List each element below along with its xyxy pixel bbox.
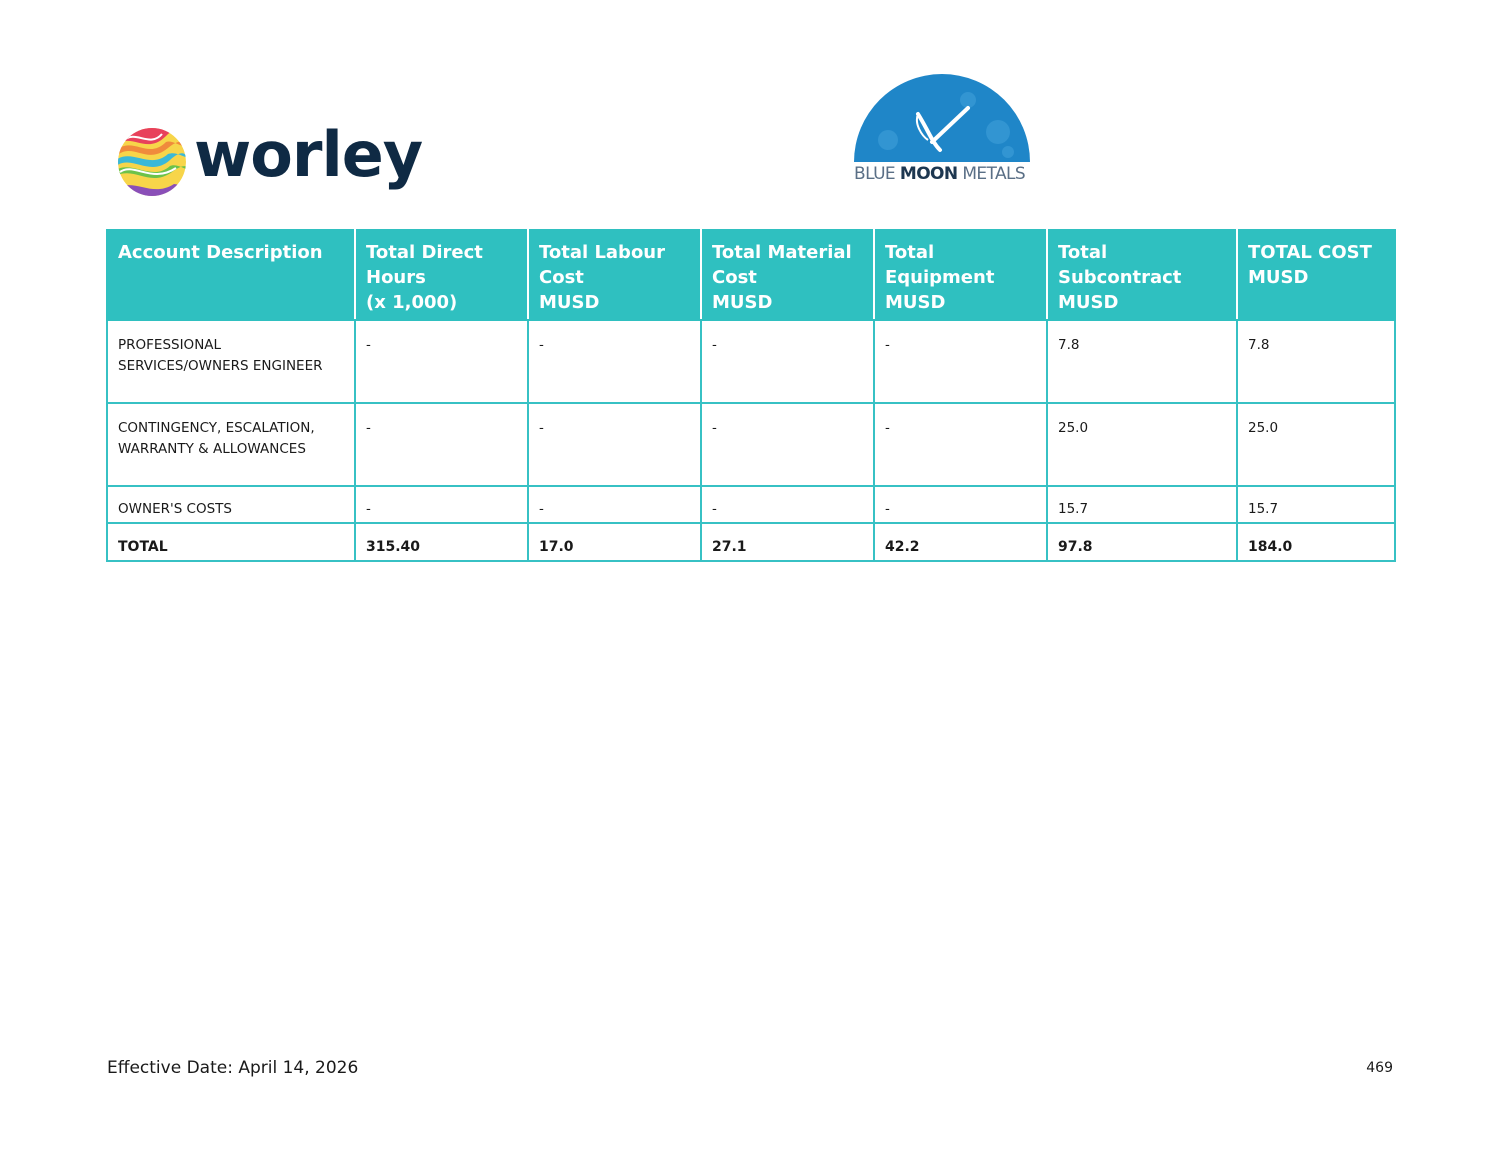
header-total-subcontract: Total Subcontract MUSD <box>1047 230 1237 320</box>
table-cell: 15.7 <box>1047 486 1237 523</box>
effective-date: Effective Date: April 14, 2026 <box>107 1058 359 1078</box>
header-total-cost: TOTAL COST MUSD <box>1237 230 1395 320</box>
table-cell: - <box>874 320 1047 403</box>
row-description: PROFESSIONAL SERVICES/OWNERS ENGINEER <box>107 320 355 403</box>
worley-swirl-logo-icon <box>116 126 188 198</box>
table-cell: - <box>528 403 701 486</box>
table-cell: 25.0 <box>1237 403 1395 486</box>
table-row <box>107 320 1395 403</box>
header-account-description: Account Description <box>107 230 355 320</box>
header-total-direct-hours: Total Direct Hours (x 1,000) <box>355 230 528 320</box>
table-cell: - <box>701 403 874 486</box>
table-row <box>107 403 1395 486</box>
header-total-material-cost: Total Material Cost MUSD <box>701 230 874 320</box>
table-cell: 15.7 <box>1237 486 1395 523</box>
blue-moon-metals-wordmark: BLUE MOON METALS <box>854 164 1026 184</box>
table-cell: - <box>528 486 701 523</box>
blue-moon-pickaxe-logo-icon <box>848 70 1038 170</box>
cost-summary-table <box>106 229 1396 562</box>
total-cell: 97.8 <box>1047 523 1237 561</box>
table-cell: 25.0 <box>1047 403 1237 486</box>
table-cell: - <box>355 403 528 486</box>
worley-wordmark: worley <box>194 118 423 191</box>
table-cell: - <box>701 486 874 523</box>
table-total-row <box>107 523 1395 561</box>
total-cell: 184.0 <box>1237 523 1395 561</box>
table-cell: - <box>355 486 528 523</box>
row-description: CONTINGENCY, ESCALATION, WARRANTY & ALLOWANCES <box>107 403 355 486</box>
table-cell: - <box>874 403 1047 486</box>
table-header-row <box>107 230 1395 320</box>
table-cell: - <box>528 320 701 403</box>
total-cell: 42.2 <box>874 523 1047 561</box>
header-total-labour-cost: Total Labour Cost MUSD <box>528 230 701 320</box>
total-label: TOTAL <box>107 523 355 561</box>
header-total-equipment: Total Equipment MUSD <box>874 230 1047 320</box>
table-cell: 7.8 <box>1047 320 1237 403</box>
page-number: 469 <box>1366 1060 1393 1076</box>
blue-moon-metals-logo <box>848 70 1038 188</box>
table-cell: 7.8 <box>1237 320 1395 403</box>
table-cell: - <box>701 320 874 403</box>
table-row <box>107 486 1395 523</box>
total-cell: 17.0 <box>528 523 701 561</box>
table-cell: - <box>874 486 1047 523</box>
worley-logo <box>116 118 423 204</box>
total-cell: 315.40 <box>355 523 528 561</box>
row-description: OWNER'S COSTS <box>107 486 355 523</box>
total-cell: 27.1 <box>701 523 874 561</box>
table-cell: - <box>355 320 528 403</box>
